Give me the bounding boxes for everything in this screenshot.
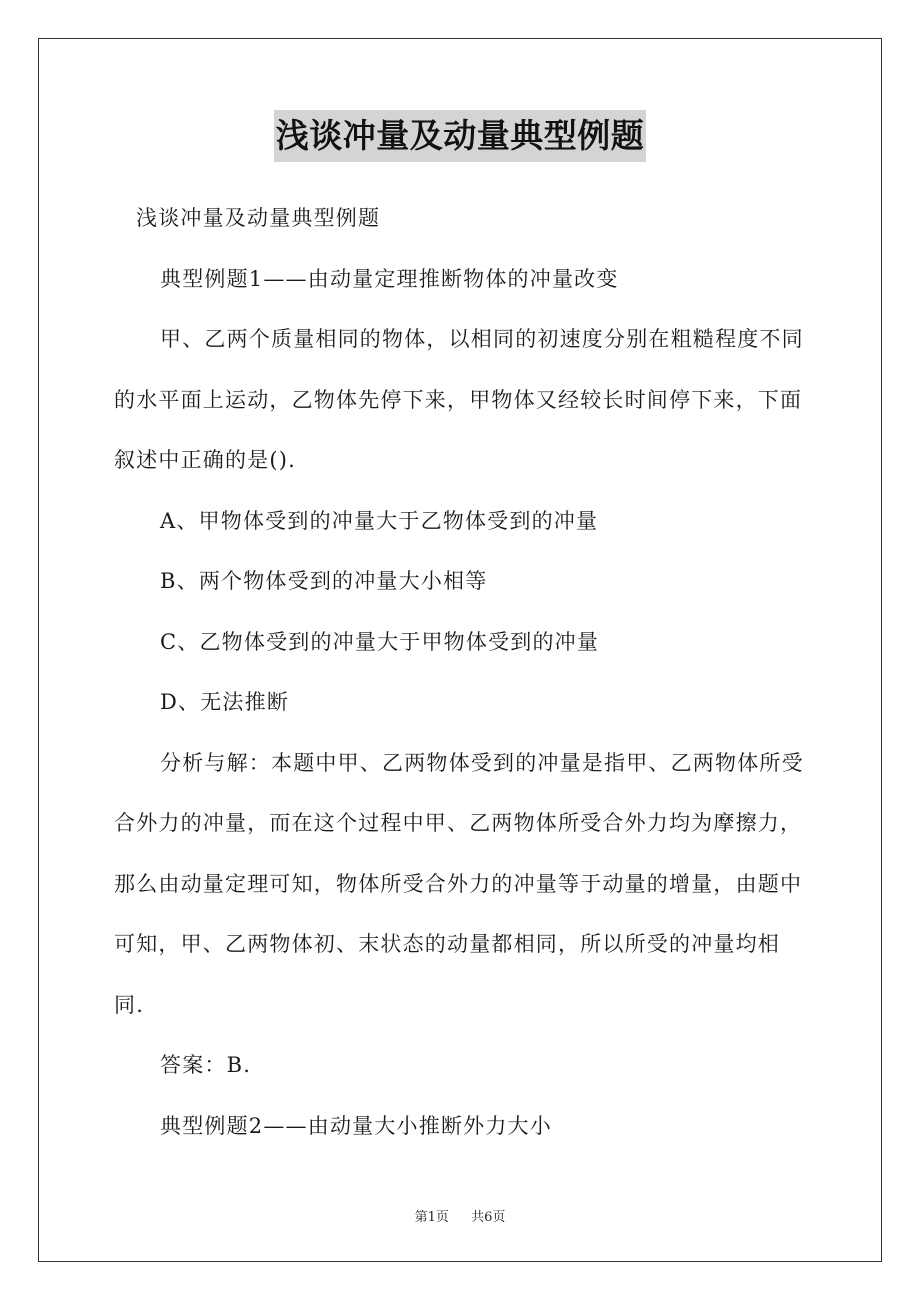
title-container bbox=[0, 110, 920, 162]
page-number: 第1页 bbox=[414, 1210, 449, 1225]
document-body bbox=[114, 188, 808, 1156]
paragraph-example-2-heading: 典型例题2——由动量大小推断外力大小 bbox=[160, 1113, 552, 1138]
paragraph-option-c: C、乙物体受到的冲量大于甲物体受到的冲量 bbox=[160, 629, 600, 654]
paragraph-example-1-heading: 典型例题1——由动量定理推断物体的冲量改变 bbox=[160, 266, 619, 291]
paragraph-question: 甲、乙两个质量相同的物体，以相同的初速度分别在粗糙程度不同的水平面上运动，乙物体先停下来，甲物体又经较长时间停下来，下面叙述中正确的是(). bbox=[114, 327, 804, 472]
paragraph-analysis: 分析与解：本题中甲、乙两物体受到的冲量是指甲、乙两物体所受合外力的冲量，而在这个过程中甲、乙两物体所受合外力均为摩擦力，那么由动量定理可知，物体所受合外力的冲量等于动量的增量，由题中可知，甲、乙两物体初、末状态的动量都相同，所以所受的冲量均相同. bbox=[114, 750, 804, 1017]
paragraph-subtitle: 浅谈冲量及动量典型例题 bbox=[136, 206, 381, 230]
page-footer bbox=[0, 1206, 920, 1225]
document-title: 浅谈冲量及动量典型例题 bbox=[274, 110, 647, 162]
paragraph-option-b: B、两个物体受到的冲量大小相等 bbox=[160, 569, 488, 593]
page-total: 共6页 bbox=[471, 1210, 506, 1225]
paragraph-option-a: A、甲物体受到的冲量大于乙物体受到的冲量 bbox=[160, 508, 599, 533]
paragraph-option-d: D、无法推断 bbox=[160, 690, 290, 714]
paragraph-answer: 答案：B. bbox=[160, 1053, 252, 1077]
